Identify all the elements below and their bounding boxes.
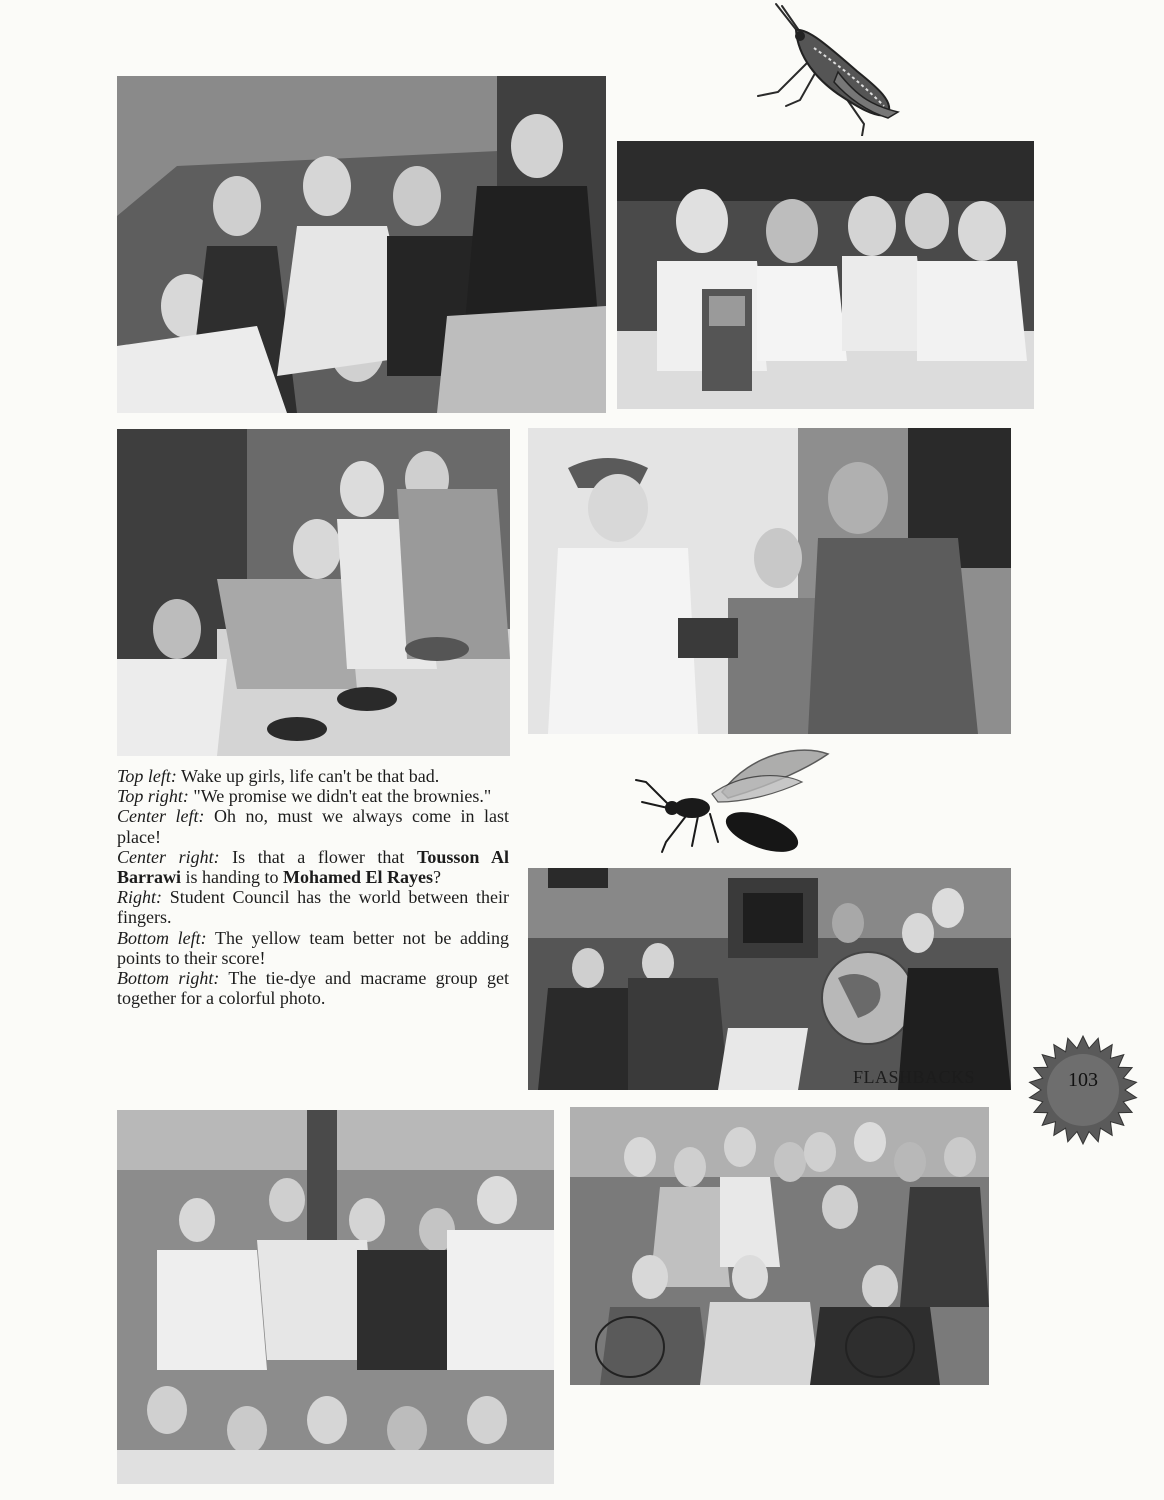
caption-label: Bottom right: (117, 968, 220, 989)
caption-block (117, 766, 509, 1008)
section-label: FLASHBACKS (853, 1067, 976, 1087)
page-number: 103 (1068, 1069, 1098, 1091)
grasshopper-icon (738, 2, 904, 136)
caption-item (117, 887, 509, 927)
caption-text: Oh no, must we always come in last place! (117, 806, 509, 847)
group-photo-icon (117, 1110, 554, 1484)
caption-label: Center right: (117, 846, 220, 867)
caption-text: Is that a flower that (219, 846, 418, 867)
caption-name: Tousson Al Barrawi (117, 846, 509, 888)
caption-item (117, 786, 509, 806)
photo-center-right (528, 428, 1011, 734)
caption-text: The tie-dye and macrame group get together for a colorful photo. (117, 968, 510, 1009)
caption-label: Center left: (117, 806, 205, 827)
caption-item (117, 766, 509, 786)
photo-bottom-right (570, 1107, 989, 1385)
caption-item (117, 968, 509, 1008)
photo-top-right (617, 141, 1034, 409)
caption-text: Student Council has the world between their fingers. (117, 887, 509, 928)
caption-text: is handing to (180, 867, 283, 888)
photo-bottom-left (117, 1110, 554, 1484)
photo-right (528, 868, 1011, 1090)
wasp-icon (632, 742, 832, 854)
group-photo-icon (528, 428, 1011, 734)
caption-text: ? (432, 867, 441, 888)
group-photo-icon (117, 429, 510, 756)
caption-item (117, 806, 509, 846)
caption-label: Top right: (117, 786, 189, 807)
caption-text: Wake up girls, life can't be that bad. (176, 766, 440, 786)
photo-top-left (117, 76, 606, 413)
caption-text: "We promise we didn't eat the brownies." (188, 786, 492, 807)
caption-name: Mohamed El Rayes (282, 867, 433, 888)
caption-item (117, 928, 509, 968)
group-photo-icon (528, 868, 1011, 1090)
group-photo-icon (617, 141, 1034, 409)
caption-text: The yellow team better not be adding points to their score! (117, 927, 510, 968)
caption-label: Right: (117, 887, 162, 908)
photo-center-left (117, 429, 510, 756)
caption-label: Bottom left: (117, 927, 207, 948)
caption-item (117, 847, 509, 887)
group-photo-icon (570, 1107, 989, 1385)
caption-label: Top left: (117, 766, 177, 786)
group-photo-icon (117, 76, 606, 413)
